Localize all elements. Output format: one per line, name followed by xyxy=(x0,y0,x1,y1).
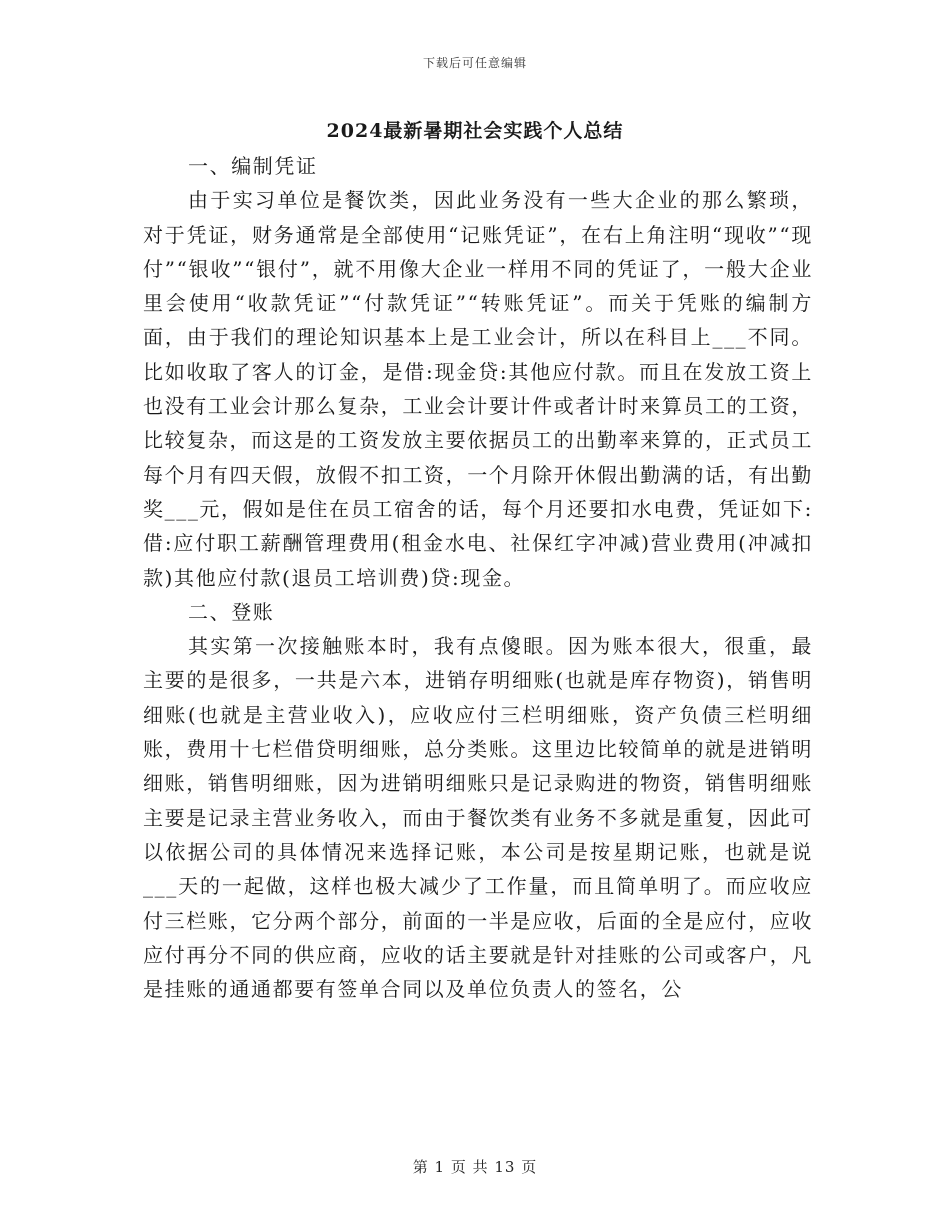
document-title: 2024最新暑期社会实践个人总结 xyxy=(326,120,624,142)
body-paragraph: 由于实习单位是餐饮类，因此业务没有一些大企业的那么繁琐，对于凭证，财务通常是全部使用“记账凭证”，在右上角注明“现收”“现付”“银收”“银付”，就不用像大企业一样用不同的凭证了，一般大企业里会使用“收款凭证”“付款凭证”“转账凭证”。而关于凭账的编制方面，由于我们的理论知识基本上是工业会计，所以在科目上___不同。比如收取了客人的订金，是借:现金贷:其他应付款。而且在发放工资上也没有工业会计那么复杂，工业会计要计件或者计时来算员工的工资，比较复杂，而这是的工资发放主要依据员工的出勤率来算的，正式员工每个月有四天假，放假不扣工资，一个月除开休假出勤满的话，有出勤奖___元，假如是住在员工宿舍的话，每个月还要扣水电费，凭证如下:借:应付职工薪酬管理费用(租金水电、社保红字冲减)营业费用(冲减扣款)其他应付款(退员工培训费)贷:现金。 xyxy=(143,188,813,590)
body-paragraph: 其实第一次接触账本时，我有点傻眼。因为账本很大，很重，最主要的是很多，一共是六本，进销存明细账(也就是库存物资)，销售明细账(也就是主营业收入)，应收应付三栏明细账，资产负债三栏明细账，费用十七栏借贷明细账，总分类账。这里边比较简单的就是进销明细账，销售明细账，因为进销明细账只是记录购进的物资，销售明细账主要是记录主营业务收入，而由于餐饮类有业务不多就是重复，因此可以依据公司的具体情况来选择记账，本公司是按星期记账，也就是说___天的一起做，这样也极大减少了工作量，而且简单明了。而应收应付三栏账，它分两个部分，前面的一半是应收，后面的全是应付，应收应付再分不同的供应商，应收的话主要就是针对挂账的公司或客户，凡是挂账的通通都要有签单合同以及单位负责人的签名，公 xyxy=(143,634,813,1002)
section-heading: 一、编制凭证 xyxy=(188,154,318,178)
document-body xyxy=(143,149,813,1006)
page-indicator: 第 1 页 共 13 页 xyxy=(412,1158,538,1176)
header-note: 下载后可任意编辑 xyxy=(422,56,527,70)
section-heading: 二、登账 xyxy=(188,599,275,624)
